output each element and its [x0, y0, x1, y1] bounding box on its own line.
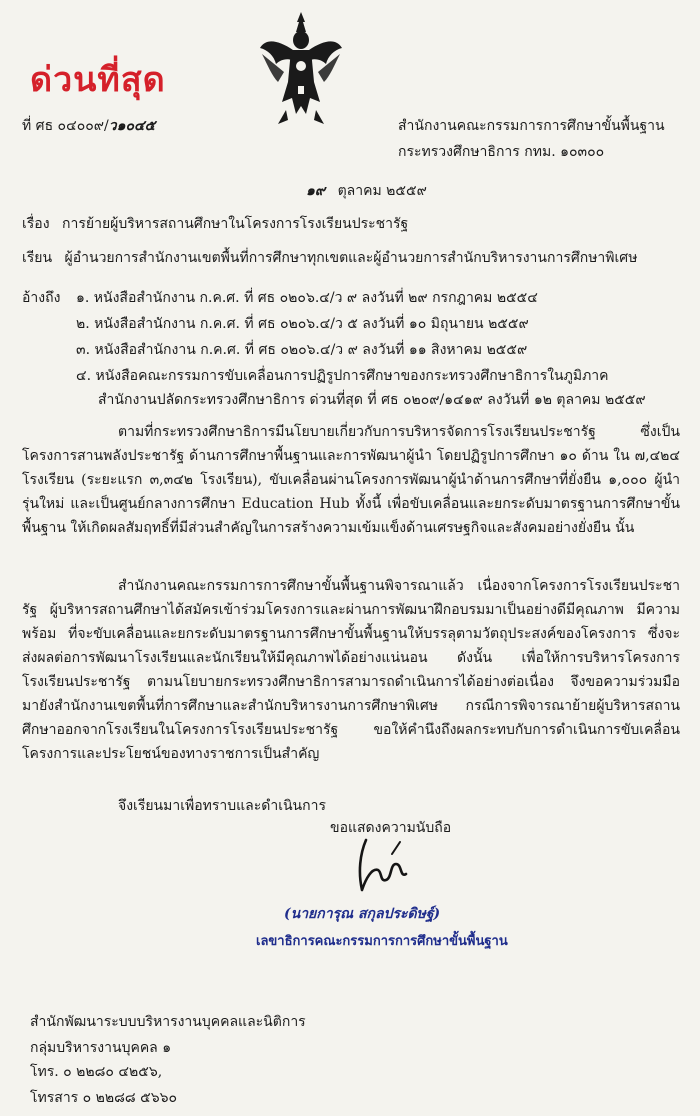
document-reference	[22, 116, 155, 136]
footer-group: กลุ่มบริหารงานบุคคล ๑	[30, 1040, 172, 1056]
addressee-line	[22, 248, 637, 268]
subject-line	[22, 214, 408, 234]
handwritten-signature-icon	[352, 834, 414, 898]
reference-item: ๔. หนังสือคณะกรรมการขับเคลื่อนการปฏิรูปการศึกษาของกระทรวงศึกษาธิการในภูมิภาค	[76, 368, 609, 384]
reference-item: ๑. หนังสือสำนักงาน ก.ค.ศ. ที่ ศธ ๐๒๐๖.๔/ว ๙ ลงวันที่ ๒๙ กรกฎาคม ๒๕๕๔	[76, 290, 538, 306]
addressee-label: เรียน	[22, 250, 53, 266]
urgency-stamp: ด่วนที่สุด	[30, 60, 166, 100]
body-paragraph-1: ตามที่กระทรวงศึกษาธิการมีนโยบายเกี่ยวกับการบริหารจัดการโรงเรียนประชารัฐ ซึ่งเป็นโครงการสานพลังประชารัฐ ด้านการศึกษาพื้นฐานและการพัฒนาผู้นำ โดยปฏิรูปการศึกษา ๑๐ ด้าน ใน ๗,๔๒๔ โรงเรียน (ระยะแรก ๓,๓๔๒ โรงเรียน), ขับเคลื่อนผ่านโครงการพัฒนาผู้นำด้านการศึกษาที่ยั่งยืน ๑,๐๐๐ ผู้นำรุ่นใหม่ และเป็นศูนย์กลางการศึกษา Education Hub ทั้งนี้ เพื่อขับเคลื่อนและยกระดับมาตรฐานการศึกษาขั้นพื้นฐาน ให้เกิดผลสัมฤทธิ์ที่มีส่วนสำคัญในการสร้างความเข้มแข็งด้านเศรษฐกิจและสังคมอย่างยั่งยืน นั้น	[22, 424, 680, 536]
subject-label: เรื่อง	[22, 216, 50, 232]
closing-sentence: จึงเรียนมาเพื่อทราบและดำเนินการ	[118, 798, 326, 814]
issuer-line-2: กระทรวงศึกษาธิการ กทม. ๑๐๓๐๐	[398, 144, 605, 160]
salutation: ขอแสดงความนับถือ	[330, 820, 452, 836]
footer-phone: โทร. ๐ ๒๒๘๐ ๔๒๕๖,	[30, 1064, 163, 1080]
reference-item-continuation: สำนักงานปลัดกระทรวงศึกษาธิการ ด่วนที่สุด ที่ ศธ ๐๒๐๙/๑๔๑๙ ลงวันที่ ๑๒ ตุลาคม ๒๕๕๙	[98, 392, 646, 408]
date-day-handwritten: ๑๙	[306, 183, 326, 199]
issuer-line-1: สำนักงานคณะกรรมการการศึกษาขั้นพื้นฐาน	[398, 118, 665, 134]
date-month-year: ตุลาคม ๒๕๕๙	[337, 183, 427, 199]
references-label: อ้างถึง	[22, 290, 61, 306]
reference-item: ๓. หนังสือสำนักงาน ก.ค.ศ. ที่ ศธ ๐๒๐๖.๔/ว ๙ ลงวันที่ ๑๑ สิงหาคม ๒๕๕๙	[76, 342, 528, 358]
footer-office: สำนักพัฒนาระบบบริหารงานบุคคลและนิติการ	[30, 1014, 306, 1030]
signatory-title: เลขาธิการคณะกรรมการการศึกษาขั้นพื้นฐาน	[256, 934, 508, 949]
subject-text: การย้ายผู้บริหารสถานศึกษาในโครงการโรงเรียนประชารัฐ	[62, 216, 409, 232]
reference-item: ๒. หนังสือสำนักงาน ก.ค.ศ. ที่ ศธ ๐๒๐๖.๔/ว ๕ ลงวันที่ ๑๐ มิถุนายน ๒๕๕๙	[76, 316, 529, 332]
garuda-emblem-icon	[258, 10, 344, 128]
body-paragraph-2: สำนักงานคณะกรรมการการศึกษาขั้นพื้นฐานพิจารณาแล้ว เนื่องจากโครงการโรงเรียนประชารัฐ ผู้บริหารสถานศึกษาได้สมัครเข้าร่วมโครงการและผ่านการพัฒนาฝึกอบรมมาเป็นอย่างดีมีคุณภาพ มีความพร้อม ที่จะขับเคลื่อนและยกระดับมาตรฐานการศึกษาขั้นพื้นฐานให้บรรลุตามวัตถุประสงค์ของโครงการ ซึ่งจะส่งผลต่อการพัฒนาโรงเรียนและนักเรียนให้มีคุณภาพได้อย่างแน่นอน ดังนั้น เพื่อให้การบริหารโครงการโรงเรียนประชารัฐ ตามนโยบายกระทรวงศึกษาธิการสามารถดำเนินการได้อย่างต่อเนื่อง จึงขอความร่วมมือมายังสำนักงานเขตพื้นที่การศึกษาและสำนักบริหารงานการศึกษาพิเศษ กรณีการพิจารณาย้ายผู้บริหารสถานศึกษาออกจากโรงเรียนในโครงการโรงเรียนประชารัฐ ขอให้คำนึงถึงผลกระทบกับการดำเนินการขับเคลื่อนโครงการและประโยชน์ของทางราชการเป็นสำคัญ	[22, 578, 680, 762]
document-reference-handwritten: ว๑๐๔๕	[108, 118, 156, 134]
addressee-text: ผู้อำนวยการสำนักงานเขตพื้นที่การศึกษาทุกเขตและผู้อำนวยการสำนักบริหารงานการศึกษาพิเศษ	[64, 250, 638, 266]
document-reference-printed: ที่ ศธ ๐๔๐๐๙/	[22, 118, 109, 134]
letter-date	[306, 181, 427, 201]
footer-fax: โทรสาร ๐ ๒๒๘๘ ๕๖๖๐	[30, 1090, 178, 1106]
signatory-name: (นายการุณ สกุลประดิษฐ์)	[284, 906, 441, 922]
